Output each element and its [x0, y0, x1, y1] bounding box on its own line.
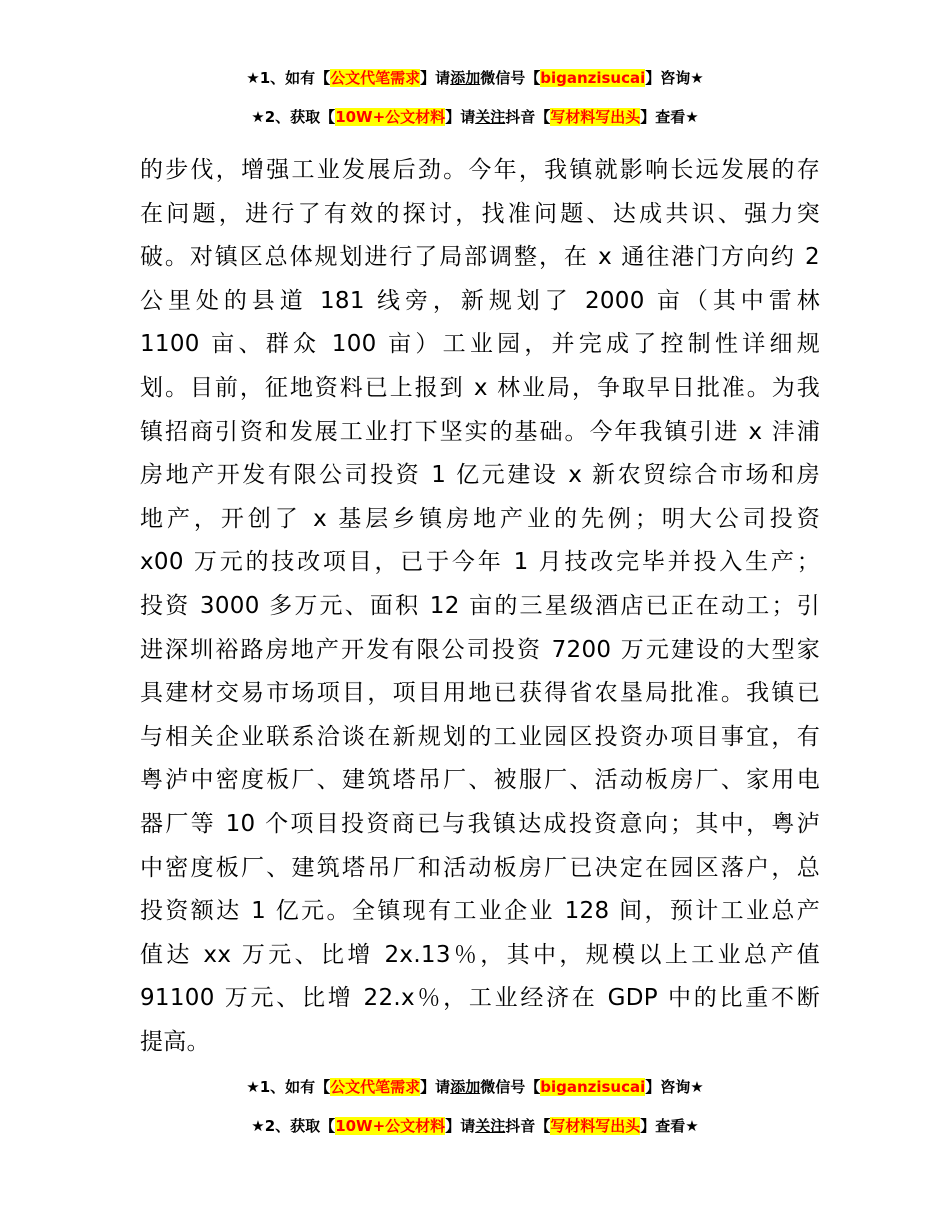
body-line: 与相关企业联系洽谈在新规划的工业园区投资办项目事宜，有 [140, 723, 820, 750]
promo-line-2-top [0, 106, 950, 128]
promo-prefix: ★2、获取【 [251, 108, 336, 126]
body-line-last: 提高。 [140, 1028, 210, 1055]
promo-underlined-follow: 关注 [475, 1117, 506, 1135]
body-line: 的步伐，增强工业发展后劲。今年，我镇就影响长远发展的存 [140, 157, 820, 183]
promo-text: 】请 [445, 108, 476, 126]
promo-suffix: 】咨询★ [645, 69, 704, 87]
promo-prefix: ★1、如有【 [246, 1078, 331, 1096]
promo-text: 微信号【 [480, 1078, 541, 1096]
promo-prefix: ★1、如有【 [246, 69, 331, 87]
body-line: 房地产开发有限公司投资 1 亿元建设 x 新农贸综合市场和房 [140, 462, 820, 489]
body-line: x00 万元的技改项目，已于今年 1 月技改完毕并投入生产； [140, 549, 820, 576]
promo-text: 】请 [420, 1078, 451, 1096]
body-line: 值达 xx 万元、比增 2x.13％，其中，规模以上工业总产值 [140, 941, 820, 968]
promo-highlight-douyin-account: 写材料写出头 [550, 1117, 641, 1135]
promo-highlight-wechat-id: biganzisucai [540, 69, 646, 87]
promo-text: 】请 [445, 1117, 476, 1135]
body-line: 公里处的县道 181 线旁，新规划了 2000 亩（其中雷林 [140, 287, 820, 314]
body-line: 具建材交易市场项目，项目用地已获得省农垦局批准。我镇已 [140, 680, 820, 707]
body-line: 投资 3000 多万元、面积 12 亩的三星级酒店已正在动工；引 [140, 592, 820, 619]
body-line: 91100 万元、比增 22.x％，工业经济在 GDP 中的比重不断 [140, 985, 820, 1012]
body-line: 破。对镇区总体规划进行了局部调整，在 x 通往港门方向约 2 [140, 244, 820, 271]
promo-highlight-materials: 10W+公文材料 [335, 108, 446, 126]
promo-underlined-add: 添加 [450, 69, 481, 87]
body-line: 划。目前，征地资料已上报到 x 林业局，争取早日批准。为我 [140, 374, 820, 401]
body-line: 镇招商引资和发展工业打下坚实的基础。今年我镇引进 x 沣浦 [140, 418, 820, 445]
promo-suffix: 】咨询★ [645, 1078, 704, 1096]
promo-text: 抖音【 [505, 108, 551, 126]
promo-suffix: 】查看★ [640, 108, 699, 126]
promo-text: 】请 [420, 69, 451, 87]
promo-line-2-bottom [0, 1115, 950, 1137]
promo-line-1-bottom [0, 1076, 950, 1098]
body-line: 1100 亩、群众 100 亩）工业园，并完成了控制性详细规 [140, 331, 820, 358]
promo-prefix: ★2、获取【 [251, 1117, 336, 1135]
body-paragraph [140, 149, 820, 1064]
body-line: 地产，开创了 x 基层乡镇房地产业的先例；明大公司投资 [140, 505, 820, 532]
body-line: 器厂等 10 个项目投资商已与我镇达成投资意向；其中，粤泸 [140, 810, 820, 837]
promo-text: 抖音【 [505, 1117, 551, 1135]
promo-highlight-wechat-id: biganzisucai [540, 1078, 646, 1096]
body-line: 中密度板厂、建筑塔吊厂和活动板房厂已决定在园区落户，总 [140, 854, 820, 881]
promo-underlined-follow: 关注 [475, 108, 506, 126]
body-line: 进深圳裕路房地产开发有限公司投资 7200 万元建设的大型家 [140, 636, 820, 663]
promo-text: 微信号【 [480, 69, 541, 87]
promo-highlight-ghostwriting: 公文代笔需求 [330, 1078, 421, 1096]
promo-highlight-materials: 10W+公文材料 [335, 1117, 446, 1135]
promo-line-1-top [0, 67, 950, 89]
promo-underlined-add: 添加 [450, 1078, 481, 1096]
promo-suffix: 】查看★ [640, 1117, 699, 1135]
promo-highlight-ghostwriting: 公文代笔需求 [330, 69, 421, 87]
body-line: 在问题，进行了有效的探讨，找准问题、达成共识、强力突 [140, 200, 820, 227]
body-line: 投资额达 1 亿元。全镇现有工业企业 128 间，预计工业总产 [140, 898, 820, 925]
promo-highlight-douyin-account: 写材料写出头 [550, 108, 641, 126]
body-line: 粤泸中密度板厂、建筑塔吊厂、被服厂、活动板房厂、家用电 [140, 767, 820, 794]
